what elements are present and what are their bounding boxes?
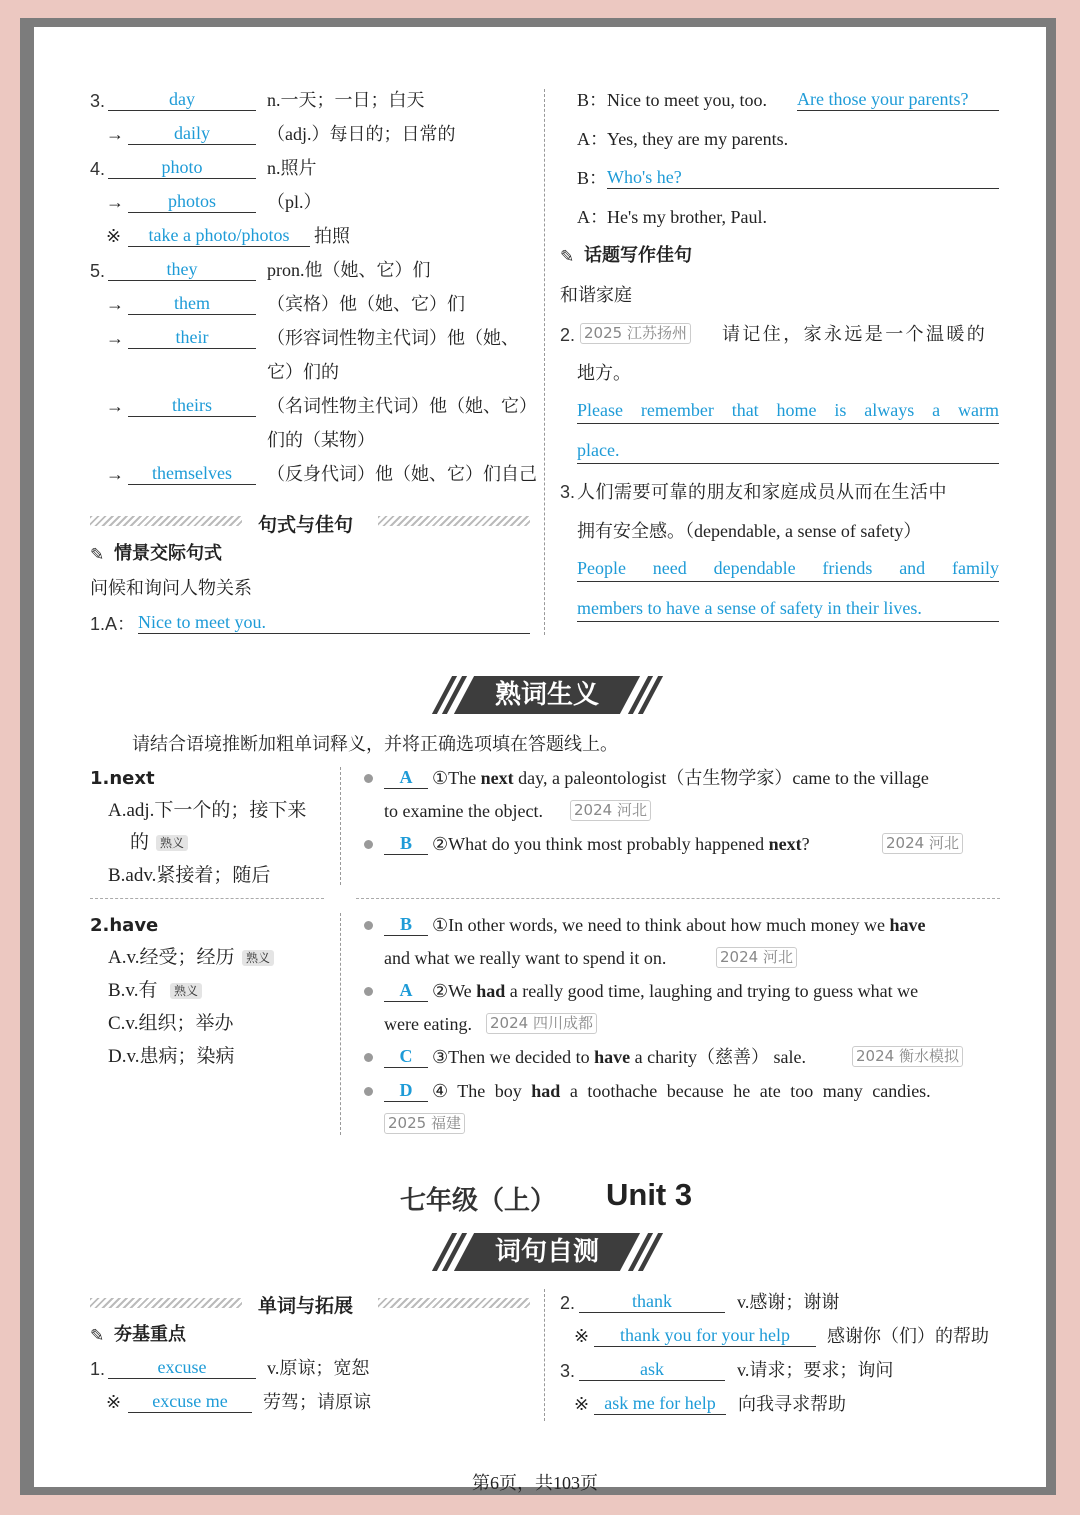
instruction-text: 请结合语境推断加粗单词释义，并将正确选项填在答题线上。 (132, 734, 618, 754)
source-tag: 2024 衡水模拟 (852, 1046, 963, 1067)
answer-blank[interactable]: their (128, 326, 256, 349)
hatch-divider (90, 516, 242, 526)
item-number: 1. (90, 1359, 106, 1379)
dialog-text: Nice to meet you, too. (607, 90, 767, 110)
subsection-title: 情景交际句式 (114, 543, 222, 564)
meaning-tag: 熟义 (170, 983, 202, 999)
answer-blank[interactable]: excuse me (128, 1390, 252, 1413)
source-tag: 2025 福建 (384, 1113, 465, 1134)
definition: （形容词性物主代词）他（她、 (267, 328, 519, 348)
arrow: → (106, 328, 124, 348)
column-divider (544, 1289, 545, 1421)
answer-blank[interactable]: take a photo/photos (128, 224, 310, 247)
answer-blank[interactable]: Who's he? (607, 166, 999, 189)
answer-blank[interactable]: ask (579, 1358, 725, 1381)
bullet-icon (364, 840, 373, 849)
definition: n.一天；一日；白天 (267, 90, 425, 110)
speaker-label: B： (577, 168, 608, 188)
subsection-title: 夯基重点 (114, 1324, 186, 1345)
definition: v.原谅；宽恕 (267, 1358, 370, 1378)
word-heading: 1.next (90, 768, 155, 789)
banner-title: 词句自测 (494, 1237, 599, 1267)
answer-blank[interactable]: day (108, 88, 256, 111)
answer-line[interactable]: members to have a sense of safety in their lives. (577, 599, 999, 622)
bullet-icon (364, 1053, 373, 1062)
hatch-divider (378, 1298, 530, 1308)
definition: pron.他（她、它）们 (267, 260, 431, 280)
definition: v.感谢；谢谢 (737, 1292, 840, 1312)
column-divider (340, 767, 341, 885)
meaning-tag: 熟义 (156, 835, 188, 851)
section-title: 单词与拓展 (258, 1295, 354, 1317)
answer-line[interactable]: People need dependable friends and family (577, 559, 999, 582)
answer-blank[interactable]: daily (128, 122, 256, 145)
arrow: → (106, 396, 124, 416)
bullet-icon (364, 921, 373, 930)
pencil-icon: ✎ (90, 545, 105, 565)
source-tag: 2025 江苏扬州 (580, 323, 691, 344)
banner-title: 熟词生义 (494, 680, 599, 710)
answer-blank[interactable]: themselves (128, 462, 256, 485)
answer-blank[interactable]: theirs (128, 394, 256, 417)
worksheet-page (34, 27, 1046, 1493)
answer-blank[interactable]: thank (579, 1290, 725, 1313)
sentence-text: ①The next day, a paleontologist（古生物学家）came to the village (432, 768, 929, 788)
extension-mark: ※ (574, 1326, 590, 1346)
extension-mark: ※ (106, 1392, 122, 1412)
source-tag: 2024 四川成都 (486, 1013, 597, 1034)
item-number: 5. (90, 261, 106, 281)
question-text: 请记住，家永远是一个温暖的 (722, 324, 988, 344)
column-divider (340, 913, 341, 1135)
hatch-divider (378, 516, 530, 526)
answer-blank[interactable]: B (384, 913, 428, 936)
item-number: 4. (90, 159, 106, 179)
definition: （反身代词）他（她、它）们自己 (267, 464, 537, 484)
item-number: 3. (90, 91, 106, 111)
answer-blank[interactable]: A (384, 979, 428, 1002)
question-text: 拥有安全感。（dependable, a sense of safety） (577, 521, 922, 541)
question-text: 人们需要可靠的朋友和家庭成员从而在生活中 (577, 482, 947, 502)
answer-blank[interactable]: photos (128, 190, 256, 213)
dialog-text: He's my brother, Paul. (607, 207, 767, 227)
answer-blank[interactable]: Nice to meet you. (138, 611, 530, 634)
option: A.adj.下一个的；接下来 (108, 800, 307, 821)
option: A.v.经受；经历 (108, 947, 235, 968)
topic-label: 问候和询问人物关系 (90, 578, 252, 598)
answer-blank[interactable]: Are those your parents? (797, 88, 999, 111)
bullet-icon (364, 987, 373, 996)
speaker-label: A： (577, 207, 608, 227)
sentence-text: ①In other words, we need to think about how much money we have (432, 915, 926, 935)
question-label: 1.A： (90, 614, 136, 634)
sentence-text: ④ The boy had a toothache because he ate too many candies. (432, 1081, 931, 1101)
answer-blank[interactable]: C (384, 1045, 428, 1068)
meaning-tag: 熟义 (242, 950, 274, 966)
definition: 拍照 (314, 226, 350, 246)
answer-line[interactable]: place. (577, 441, 999, 464)
definition: n.照片 (267, 158, 317, 178)
arrow: → (106, 124, 124, 144)
sentence-text: were eating. (384, 1014, 472, 1034)
definition: 感谢你（们）的帮助 (827, 1326, 989, 1346)
source-tag: 2024 河北 (716, 947, 797, 968)
option: C.v.组织；举办 (108, 1013, 234, 1034)
source-tag: 2024 河北 (570, 800, 651, 821)
definition: 劳驾；请原谅 (263, 1392, 371, 1412)
topic-label: 和谐家庭 (560, 285, 632, 305)
answer-blank[interactable]: they (108, 258, 256, 281)
answer-blank[interactable]: B (384, 832, 428, 855)
speaker-label: A： (577, 129, 608, 149)
answer-blank[interactable]: excuse (108, 1356, 256, 1379)
bullet-icon (364, 1087, 373, 1096)
definition: （名词性物主代词）他（她、它） (267, 396, 537, 416)
arrow: → (106, 464, 124, 484)
section-title: 句式与佳句 (258, 514, 354, 536)
answer-blank[interactable]: D (384, 1079, 428, 1102)
answer-blank[interactable]: ask me for help (594, 1392, 726, 1415)
item-number: 2. (560, 1293, 576, 1313)
answer-blank[interactable]: them (128, 292, 256, 315)
source-tag: 2024 河北 (882, 833, 963, 854)
item-number: 3. (560, 1361, 576, 1381)
definition: （adj.）每日的；日常的 (267, 124, 456, 144)
unit-title: Unit 3 (606, 1177, 693, 1212)
definition-cont: 们的（某物） (267, 430, 375, 450)
option: B.v.有 (108, 980, 158, 1001)
hatch-divider (90, 1298, 242, 1308)
definition: v.请求；要求；询问 (737, 1360, 894, 1380)
definition: （宾格）他（她、它）们 (267, 294, 465, 314)
item-number: 3. (560, 482, 576, 502)
answer-blank[interactable]: thank you for your help (594, 1324, 816, 1347)
extension-mark: ※ (574, 1394, 590, 1414)
page-footer: 第6页，共103页 (472, 1473, 598, 1493)
option: D.v.患病；染病 (108, 1046, 235, 1067)
sentence-text: and what we really want to spend it on. (384, 948, 667, 968)
column-divider (544, 89, 545, 635)
item-number: 2. (560, 325, 576, 345)
sentence-text: ②What do you think most probably happened next? (432, 834, 810, 854)
option-cont: 的 (130, 832, 150, 853)
speaker-label: B： (577, 90, 608, 110)
dialog-text: Yes, they are my parents. (607, 129, 789, 149)
arrow: → (106, 192, 124, 212)
sentence-text: ②We had a really good time, laughing and trying to guess what we (432, 981, 919, 1001)
sentence-text: ③Then we decided to have a charity（慈善） sale. (432, 1047, 807, 1067)
pencil-icon: ✎ (560, 247, 575, 267)
extension-mark: ※ (106, 226, 122, 246)
dashed-separator (90, 898, 324, 899)
arrow: → (106, 294, 124, 314)
definition-cont: 它）们的 (267, 362, 339, 382)
answer-blank[interactable]: photo (108, 156, 256, 179)
question-text: 地方。 (577, 363, 631, 383)
answer-line[interactable]: Please remember that home is always a warm (577, 401, 999, 424)
grade-title: 七年级（上） (400, 1186, 557, 1216)
subsection-title: 话题写作佳句 (584, 245, 692, 266)
pencil-icon: ✎ (90, 1326, 105, 1346)
word-heading: 2.have (90, 915, 159, 936)
dashed-separator (356, 898, 1000, 899)
sentence-text: to examine the object. (384, 801, 543, 821)
answer-blank[interactable]: A (384, 766, 428, 789)
definition: （pl.） (267, 192, 322, 212)
definition: 向我寻求帮助 (738, 1394, 846, 1414)
bullet-icon (364, 774, 373, 783)
option: B.adv.紧接着；随后 (108, 865, 271, 886)
